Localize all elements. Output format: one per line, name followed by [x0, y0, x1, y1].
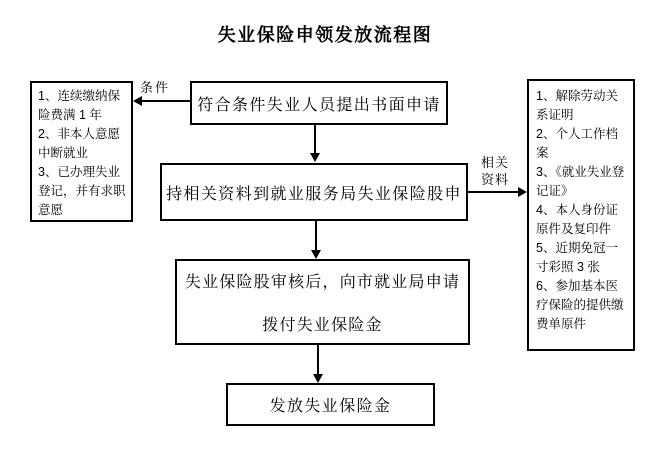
- step-submit-label: 持相关资料到就业服务局失业保险股申: [166, 185, 462, 203]
- materials-box: [527, 79, 635, 351]
- conditions-box: [30, 81, 133, 222]
- arrow-step3-step4-line: [317, 345, 319, 374]
- arrow-materials-label-line2: 资料: [481, 172, 510, 187]
- condition-item: 2、非本人意愿中断就业: [38, 127, 120, 160]
- arrow-materials-label: [481, 154, 509, 188]
- step-apply-label: 符合条件失业人员提出书面申请: [197, 96, 441, 114]
- arrow-materials-label-line1: 相关: [481, 155, 510, 170]
- arrow-condition-line: [141, 100, 190, 102]
- arrow-step1-step2-line: [314, 125, 316, 154]
- condition-item: 1、连续缴纳保险费满 1 年: [38, 89, 120, 122]
- step-review-line2: 拨付失业保险金: [262, 317, 383, 334]
- arrow-down-icon: [311, 250, 321, 259]
- arrow-left-icon: [133, 96, 142, 106]
- step-review-line1: 失业保险股审核后，向市就业局申请: [184, 274, 461, 291]
- arrow-down-icon: [313, 374, 323, 383]
- step-issue-label: 发放失业保险金: [269, 398, 392, 415]
- page-title: 失业保险申领发放流程图: [217, 25, 433, 45]
- arrow-materials-line: [468, 191, 519, 193]
- step-issue-box: [226, 383, 435, 426]
- material-item: 2、个人工作档案: [536, 127, 618, 160]
- material-item: 6、参加基本医疗保险的提供缴费单原件: [536, 279, 624, 331]
- step-review-box: [175, 259, 470, 345]
- arrow-down-icon: [310, 153, 320, 162]
- material-item: 3、《就业失业登记证》: [536, 165, 625, 198]
- step-submit-box: [160, 163, 468, 221]
- arrow-step2-step3-line: [315, 221, 317, 250]
- material-item: 1、解除劳动关系证明: [536, 89, 618, 122]
- material-item: 5、近期免冠一寸彩照 3 张: [536, 241, 618, 274]
- step-apply-box: [190, 81, 448, 125]
- arrow-right-icon: [518, 187, 527, 197]
- condition-item: 3、已办理失业登记，并有求职意愿: [38, 165, 126, 217]
- material-item: 4、本人身份证原件及复印件: [536, 203, 618, 236]
- arrow-condition-label: 条件: [140, 80, 171, 95]
